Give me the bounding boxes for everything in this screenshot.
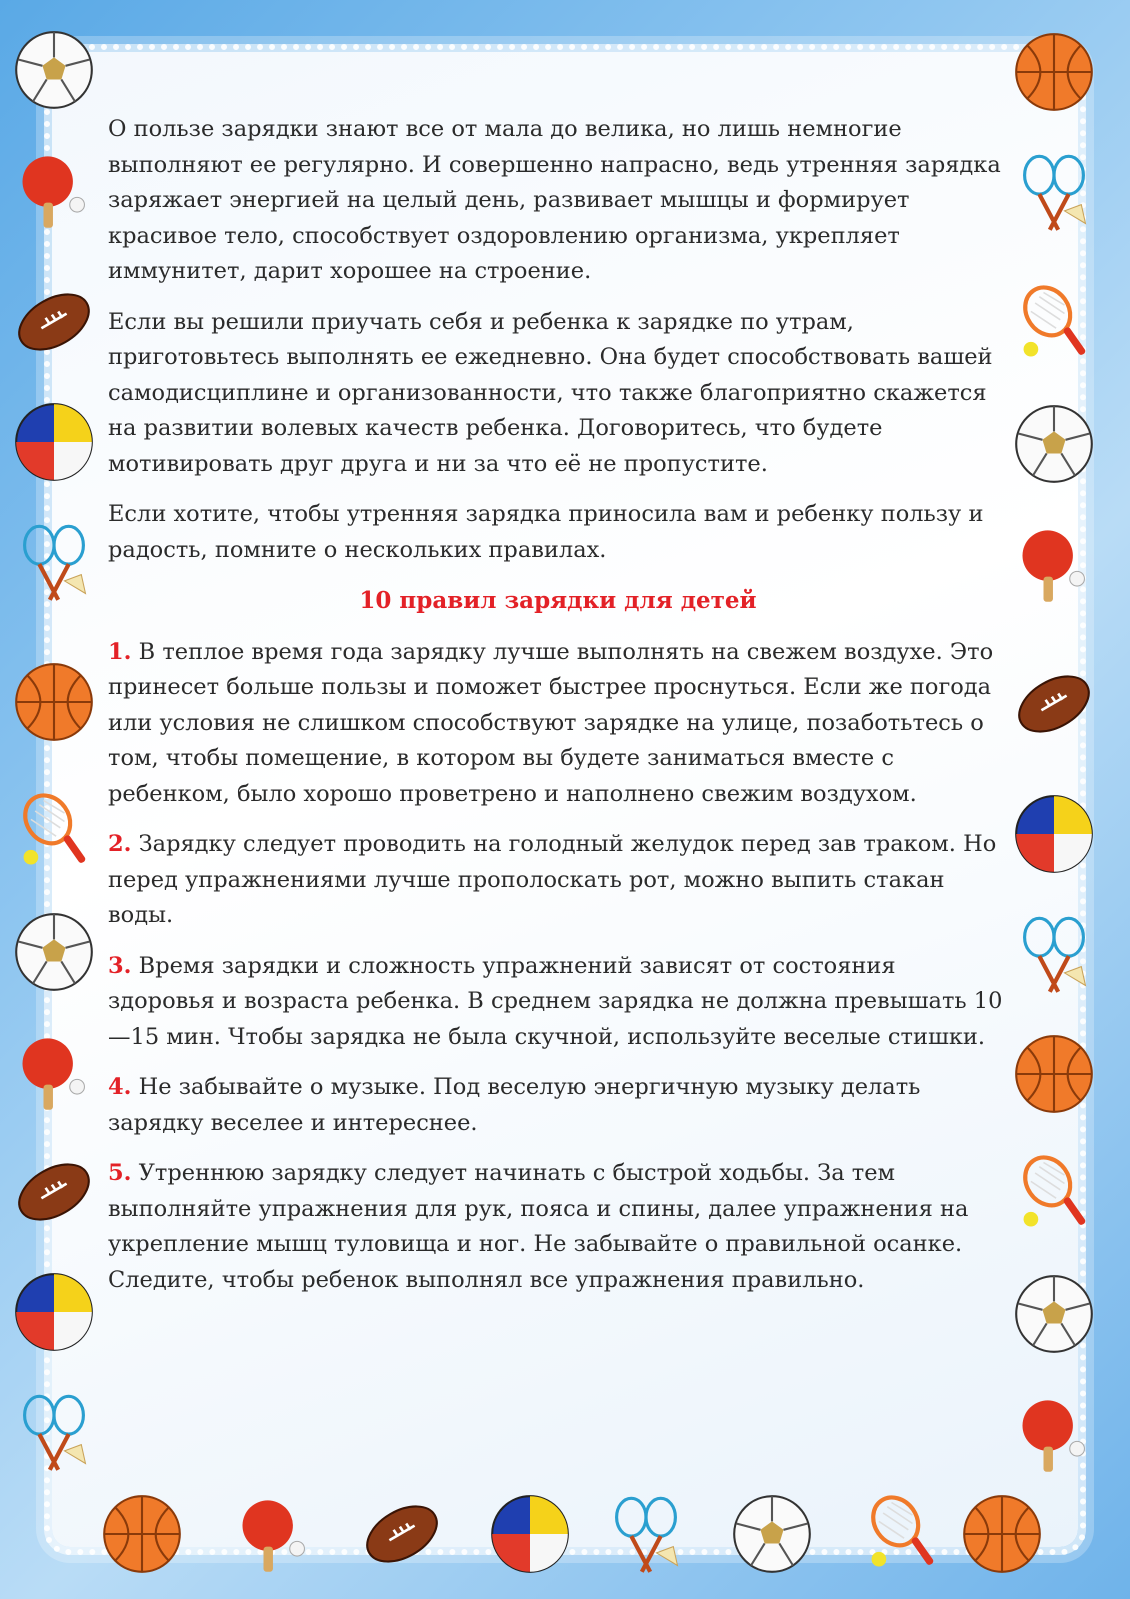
ping-pong-paddle-icon [1012,1392,1096,1476]
volleyball-icon [1012,792,1096,876]
rule-text: Не забывайте о музыке. Под веселую энергичную музыку делать зарядку веселее и интереснее. [108,1074,921,1136]
tennis-racket-icon [1012,282,1096,366]
rule-number: 1. [108,638,132,665]
rule-item [108,1156,1008,1298]
badminton-rackets-icon [12,520,96,604]
rule-item [108,827,1008,934]
rule-text: Время зарядки и сложность упражнений зависят от состояния здоровья и возраста ребенка. В среднем зарядка не должна превышать 10—15 мин. Чтобы зарядка не была скучной, используйте веселые стишки. [108,952,1003,1050]
intro-paragraph: Если вы решили приучать себя и ребенка к зарядке по утрам, приготовьтесь выполнять ее ежедневно. Она будет способствовать вашей самодисциплине и организованности, что также благоприятно скажется на развитии волевых качеств ребенка. Договоритесь, что будете мотивировать друг друга и ни за что её не пропустите. [108,308,993,477]
rules-heading: 10 правил зарядки для детей [359,587,757,614]
american-football-icon [360,1492,444,1576]
soccer-ball-icon [12,28,96,112]
rule-number: 2. [108,831,132,857]
soccer-ball-icon [730,1492,814,1576]
basketball-icon [100,1492,184,1576]
volleyball-icon [12,1270,96,1354]
badminton-rackets-icon [1012,912,1096,996]
ping-pong-paddle-icon [232,1492,316,1576]
ping-pong-paddle-icon [1012,522,1096,606]
tennis-racket-icon [1012,1152,1096,1236]
ping-pong-paddle-icon [12,148,96,232]
basketball-icon [960,1492,1044,1576]
badminton-rackets-icon [604,1492,688,1576]
intro-paragraph: О пользе зарядки знают все от мала до велика, но лишь немногие выполняют ее регулярно. И совершенно напрасно, ведь утренняя зарядка заряжает энергией на целый день, развивает мышцы и формирует красивое тело, способствует оздоровлению организма, укрепляет иммунитет, дарит хорошее на строение. [108,116,1001,284]
soccer-ball-icon [1012,402,1096,486]
american-football-icon [12,1150,96,1234]
basketball-icon [1012,1032,1096,1116]
american-football-icon [12,280,96,364]
rule-item [108,635,1008,813]
volleyball-icon [488,1492,572,1576]
rule-text: Утреннюю зарядку следует начинать с быстрой ходьбы. За тем выполняйте упражнения для рук, пояса и спины, далее упражнения на укрепление мышц туловища и ног. Не забывайте о правильной осанке. Следите, чтобы ребенок выполнял все упражнения правильно. [108,1160,969,1293]
rule-number: 5. [108,1160,132,1186]
rule-number: 4. [108,1074,132,1100]
soccer-ball-icon [1012,1272,1096,1356]
basketball-icon [1012,30,1096,114]
rule-number: 3. [108,952,132,979]
tennis-racket-icon [860,1492,944,1576]
rule-text: В теплое время года зарядку лучше выполнять на свежем воздухе. Это принесет больше пользы и поможет быстрее проснуться. Если же погода или условия не слишком способствуют зарядке на улице, позаботьтесь о том, чтобы помещение, в котором вы будете заниматься вместе с ребенком, было хорошо проветрено и наполнено свежим воздухом. [108,638,994,807]
intro-paragraph: Если хотите, чтобы утренняя зарядка приносила вам и ребенку пользу и радость, помните о нескольких правилах. [108,501,984,563]
badminton-rackets-icon [1012,150,1096,234]
tennis-racket-icon [12,790,96,874]
article-body [108,112,1008,1313]
rule-item [108,949,1008,1056]
american-football-icon [1012,662,1096,746]
volleyball-icon [12,400,96,484]
rule-text: Зарядку следует проводить на голодный желудок перед зав траком. Но перед упражнениями лучше прополоскать рот, можно выпить стакан воды. [108,831,997,928]
basketball-icon [12,660,96,744]
rule-item [108,1070,1008,1141]
badminton-rackets-icon [12,1390,96,1474]
soccer-ball-icon [12,910,96,994]
ping-pong-paddle-icon [12,1030,96,1114]
